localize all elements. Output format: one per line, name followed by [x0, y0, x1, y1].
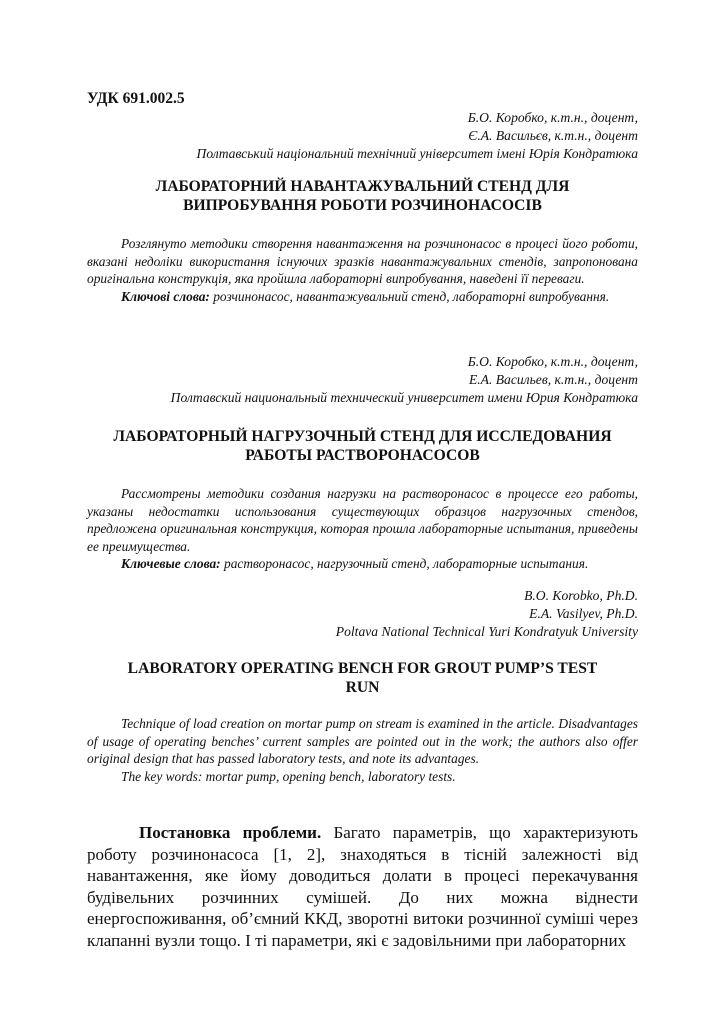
abstract-text: Розглянуто методики створення навантаження на розчинонасос в процесі його роботи, вказані недоліки використання існуючих зразків навантажувальних стендів, запропонована оригінальна конструкція, яка пройшла лабораторні випробування, наведені її переваги.: [87, 236, 638, 286]
abstract-uk: [87, 235, 638, 305]
title-ru: [87, 427, 638, 465]
keywords: [87, 768, 638, 786]
section-heading: Постановка проблеми.: [139, 823, 322, 842]
keywords-label: Ключові слова:: [121, 288, 210, 304]
author-line: Б.О. Коробко, к.т.н., доцент,: [467, 354, 638, 369]
keywords-text: розчинонасос, навантажувальний стенд, лабораторні випробування.: [209, 288, 610, 304]
abstract-ru: [87, 485, 638, 573]
keywords-text: The key words: mortar pump, opening bench, laboratory tests.: [121, 768, 456, 784]
affiliation: Полтавський національний технічний університет імені Юрія Кондратюка: [196, 146, 638, 161]
keywords: [87, 555, 638, 573]
authors-block-ru: [171, 353, 638, 407]
title-line: ВИПРОБУВАННЯ РОБОТИ РОЗЧИНОНАСОСІВ: [183, 197, 542, 214]
author-line: Б.О. Коробко, к.т.н., доцент,: [467, 110, 638, 125]
title-uk: [87, 177, 638, 215]
title-line: RUN: [345, 679, 380, 696]
title-line: ЛАБОРАТОРНЫЙ НАГРУЗОЧНЫЙ СТЕНД ДЛЯ ИССЛЕДОВАНИЯ: [113, 428, 612, 445]
title-en: [87, 659, 638, 697]
keywords: [87, 288, 638, 306]
abstract-text: Рассмотрены методики создания нагрузки на растворонасос в процессе его работы, указаны недостатки использования существующих образцов нагрузочных стендов, предложена оригинальная конструкция, которая прошла лабораторные испытания, приведены ее преимущества.: [87, 486, 638, 554]
body-paragraph: [87, 822, 638, 951]
abstract-en: [87, 715, 638, 785]
paragraph-text: Багато параметрів, що характеризують роботу розчинонасоса [1, 2], знаходяться в тісній залежності від навантаження, яке йому доводиться долати в процесі перекачування будівельних розчинних сумішей. До них можна віднести енергоспоживання, об’ємний ККД, зворотні витоки розчинної суміші через клапанні вузли тощо. І ті параметри, які є задовільними при лабораторних: [87, 823, 638, 950]
title-line: РАБОТЫ РАСТВОРОНАСОСОВ: [245, 447, 480, 464]
author-line: Є.А. Васильєв, к.т.н., доцент: [468, 128, 638, 143]
udk-code: УДК 691.002.5: [87, 90, 185, 107]
keywords-label: Ключевые слова:: [121, 556, 221, 571]
body-text: [87, 822, 638, 951]
author-line: B.O. Korobko, Ph.D.: [524, 588, 638, 603]
title-line: LABORATORY OPERATING BENCH FOR GROUT PUMP’S TEST: [127, 660, 598, 677]
abstract-text: Technique of load creation on mortar pump on stream is examined in the article. Disadvantages of usage of operating benches’ current samples are pointed out in the work; the authors also offer original design that has passed laboratory tests, and note its advantages.: [87, 716, 638, 766]
title-line: ЛАБОРАТОРНИЙ НАВАНТАЖУВАЛЬНИЙ СТЕНД ДЛЯ: [155, 178, 570, 195]
authors-block-uk: [197, 109, 639, 163]
affiliation: Poltava National Technical Yuri Kondratyuk University: [335, 624, 638, 639]
authors-block-en: [336, 587, 638, 641]
affiliation: Полтавский национальный технический университет имени Юрия Кондратюка: [170, 390, 638, 405]
keywords-text: растворонасос, нагрузочный стенд, лабораторные испытания.: [220, 556, 589, 571]
author-line: Е.А. Васильев, к.т.н., доцент: [468, 372, 638, 387]
author-line: E.A. Vasilyev, Ph.D.: [529, 606, 638, 621]
